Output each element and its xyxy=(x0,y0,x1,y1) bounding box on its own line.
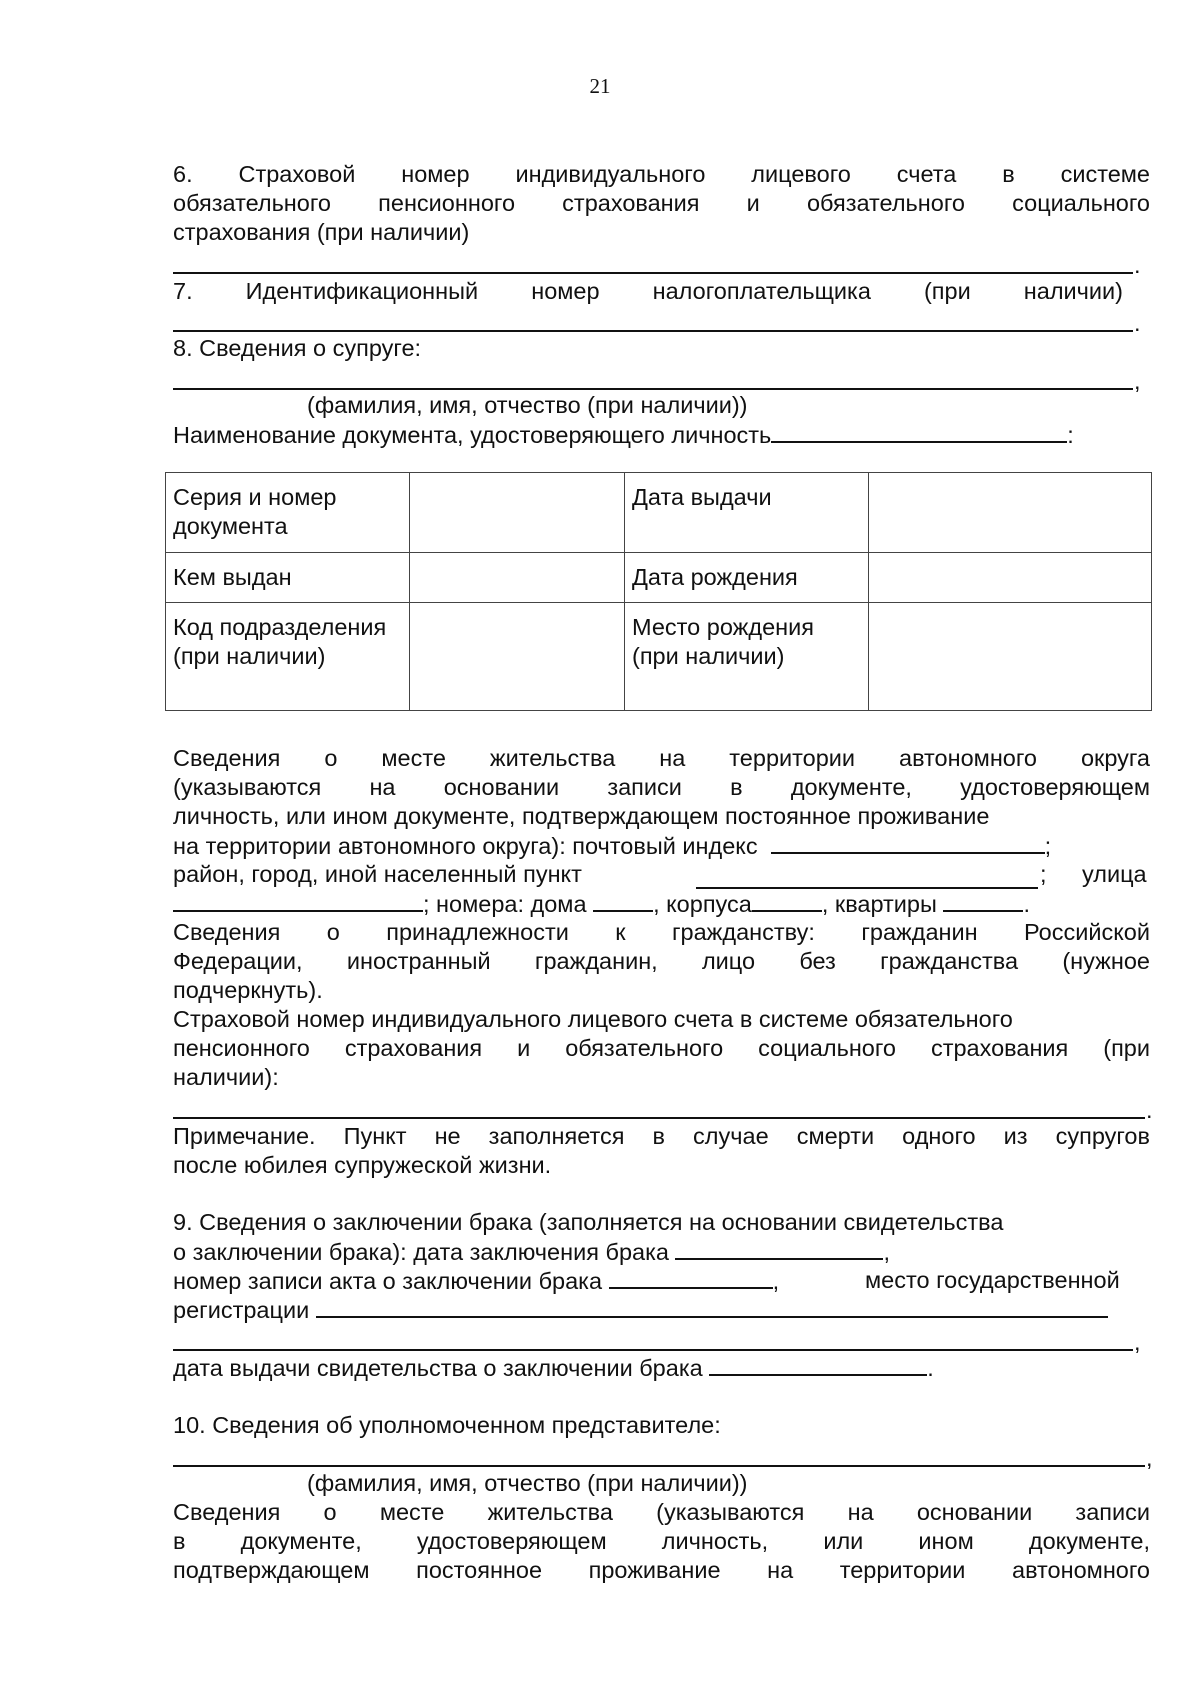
cell-issued-by-value[interactable] xyxy=(410,553,625,603)
residence-building-label: , корпуса xyxy=(653,891,752,917)
s8-fio-blank-line[interactable] xyxy=(173,388,1133,390)
residence-house-blank[interactable] xyxy=(593,889,653,912)
s9-registration-blank-line2[interactable] xyxy=(173,1349,1133,1351)
residence-line6: ; номера: дома , корпуса , квартиры . xyxy=(173,889,1030,918)
residence-semicolon: ; xyxy=(1040,861,1047,887)
s10-line3: подтверждающем постоянное проживание на территории автономного xyxy=(173,1557,1150,1583)
snils-period: . xyxy=(1146,1097,1153,1123)
cell-issued-by-label: Кем выдан xyxy=(166,553,410,603)
s9-registration-place-label: место государственной xyxy=(865,1267,1120,1293)
s10-fio-caption: (фамилия, имя, отчество (при наличии)) xyxy=(307,1470,748,1496)
s9-marriage-date-label: о заключении брака): дата заключения брака xyxy=(173,1239,669,1265)
residence-postcode-label: на территории автономного округа): почтовый индекс xyxy=(173,833,758,859)
s9-registration-label: регистрации xyxy=(173,1297,310,1323)
residence-street-blank[interactable] xyxy=(173,889,423,912)
residence-apartment-label: , квартиры xyxy=(821,891,937,917)
snils-line3: наличии): xyxy=(173,1064,279,1090)
s9-line6: дата выдачи свидетельства о заключении брака . xyxy=(173,1355,934,1381)
s9-line2: о заключении брака): дата заключения брака , xyxy=(173,1239,891,1265)
residence-locality-blank[interactable] xyxy=(696,866,1038,889)
cell-birth-place-label: Место рождения (при наличии) xyxy=(625,603,869,711)
cell-issue-date-value[interactable] xyxy=(869,473,1152,553)
citizenship-line1: Сведения о принадлежности к гражданству: гражданин Российской xyxy=(173,919,1150,945)
page-number: 21 xyxy=(589,74,611,98)
s7-blank-line[interactable] xyxy=(173,330,1133,332)
note-line1: Примечание. Пункт не заполняется в случае смерти одного из супругов xyxy=(173,1123,1150,1149)
spouse-document-table xyxy=(165,472,1152,711)
residence-line3: личность, или ином документе, подтверждающем постоянное проживание xyxy=(173,803,990,829)
s9-certificate-date-label: дата выдачи свидетельства о заключении брака xyxy=(173,1355,703,1381)
s9-line3: номер записи акта о заключении брака , xyxy=(173,1268,780,1294)
note-line2: после юбилея супружеской жизни. xyxy=(173,1152,552,1178)
s10-fio-blank-line[interactable] xyxy=(173,1465,1145,1467)
cell-birth-place-value[interactable] xyxy=(869,603,1152,711)
s9-line1: 9. Сведения о заключении брака (заполняется на основании свидетельства xyxy=(173,1209,1004,1235)
s8-doc-name-label: Наименование документа, удостоверяющего личность xyxy=(173,422,772,448)
snils-line1: Страховой номер индивидуального лицевого счета в системе обязательного xyxy=(173,1006,1013,1032)
s9-comma: , xyxy=(1134,1329,1141,1355)
s6-blank-line[interactable] xyxy=(173,272,1133,274)
residence-locality-label: район, город, иной населенный пункт xyxy=(173,861,582,887)
s8-comma: , xyxy=(1134,368,1141,394)
cell-series-number-value[interactable] xyxy=(410,473,625,553)
cell-issue-date-label: Дата выдачи xyxy=(625,473,869,553)
snils-blank-line[interactable] xyxy=(173,1117,1145,1119)
s6-line3: страхования (при наличии) xyxy=(173,219,470,245)
s8-title: 8. Сведения о супруге: xyxy=(173,335,422,361)
s10-line2: в документе, удостоверяющем личность, или ином документе, xyxy=(173,1528,1150,1554)
snils-line2: пенсионного страхования и обязательного социального страхования (при xyxy=(173,1035,1150,1061)
s7-line1: 7. Идентификационный номер налогоплательщика (при наличии) xyxy=(173,278,1123,304)
citizenship-line3: подчеркнуть). xyxy=(173,977,323,1003)
s9-registration-blank[interactable] xyxy=(316,1295,1108,1318)
s8-doc-name: Наименование документа, удостоверяющего личность : xyxy=(173,422,1074,448)
s8-fio-caption: (фамилия, имя, отчество (при наличии)) xyxy=(307,392,748,418)
citizenship-line2: Федерации, иностранный гражданин, лицо без гражданства (нужное xyxy=(173,948,1150,974)
s8-doc-name-blank[interactable] xyxy=(771,420,1067,443)
s10-title: 10. Сведения об уполномоченном представителе: xyxy=(173,1412,721,1438)
s9-record-number-blank[interactable] xyxy=(609,1266,773,1289)
s9-record-number-label: номер записи акта о заключении брака xyxy=(173,1268,603,1294)
residence-line1: Сведения о месте жительства на территории автономного округа xyxy=(173,745,1150,771)
s6-line2: обязательного пенсионного страхования и обязательного социального xyxy=(173,190,1150,216)
cell-birth-date-value[interactable] xyxy=(869,553,1152,603)
s6-line1: 6. Страховой номер индивидуального лицевого счета в системе xyxy=(173,161,1150,187)
residence-postcode-blank[interactable] xyxy=(771,831,1045,854)
residence-apartment-blank[interactable] xyxy=(943,889,1023,912)
residence-street-label: улица xyxy=(1082,861,1147,887)
s7-period: . xyxy=(1134,310,1141,336)
s10-line1: Сведения о месте жительства (указываются на основании записи xyxy=(173,1499,1150,1525)
residence-line4: на территории автономного округа): почтовый индекс ; xyxy=(173,833,1052,859)
s6-period: . xyxy=(1134,252,1141,278)
residence-house-label: ; номера: дома xyxy=(423,891,587,917)
cell-series-number-label: Серия и номер документа xyxy=(166,473,410,553)
residence-line5 xyxy=(173,860,582,889)
cell-unit-code-label: Код подразделения (при наличии) xyxy=(166,603,410,711)
s9-line4 xyxy=(173,1295,1108,1324)
s9-certificate-date-blank[interactable] xyxy=(709,1353,927,1376)
cell-unit-code-value[interactable] xyxy=(410,603,625,711)
s9-marriage-date-blank[interactable] xyxy=(675,1237,883,1260)
residence-line2: (указываются на основании записи в документе, удостоверяющем xyxy=(173,774,1150,800)
residence-building-blank[interactable] xyxy=(752,889,822,912)
cell-birth-date-label: Дата рождения xyxy=(625,553,869,603)
s10-comma: , xyxy=(1146,1445,1153,1471)
